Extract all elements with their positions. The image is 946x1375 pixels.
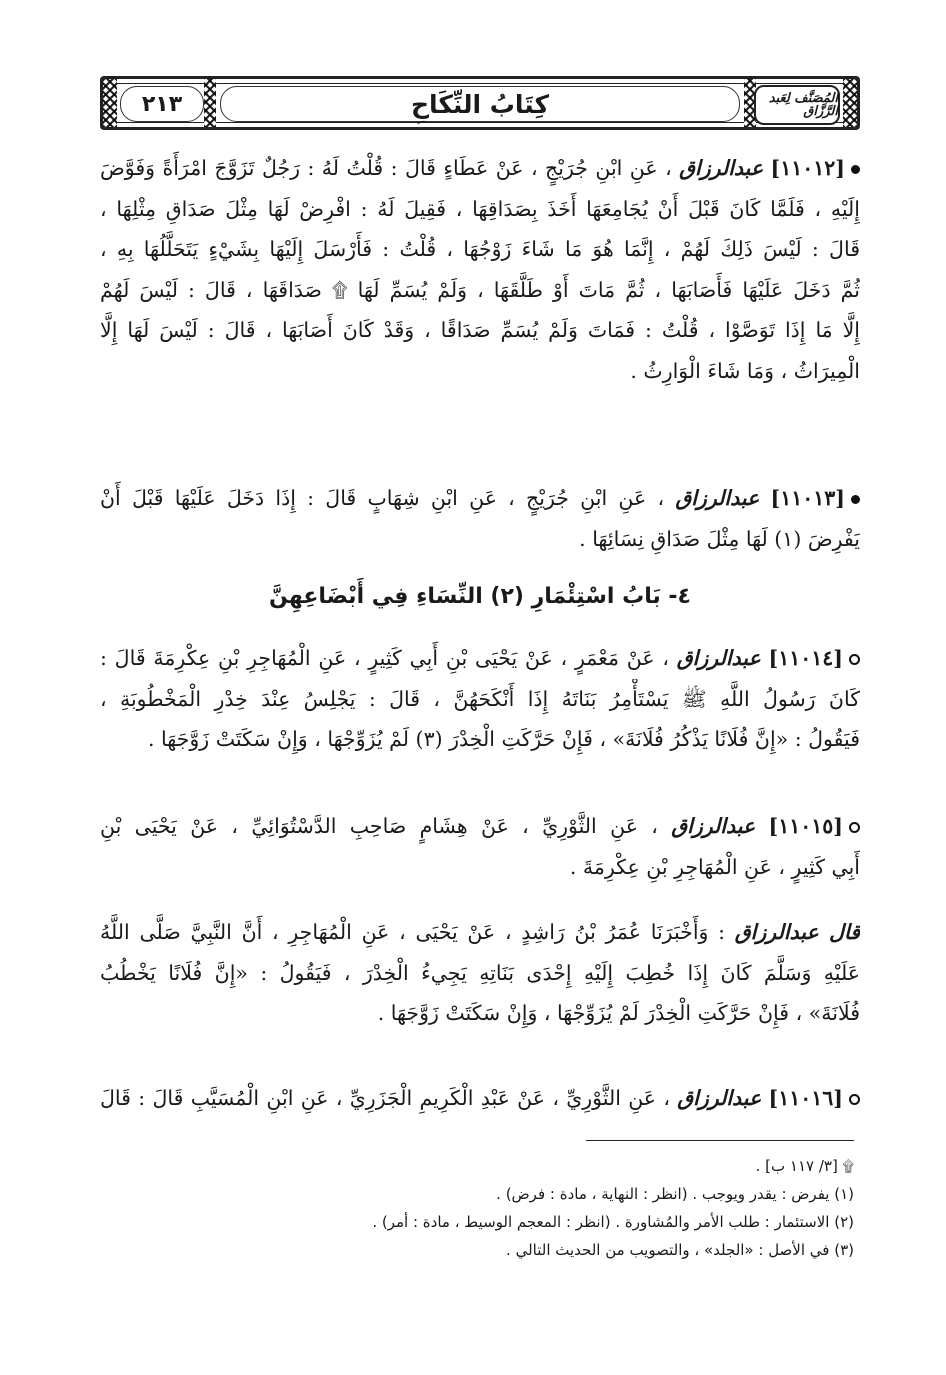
text-line: قَالَ : لَيْسَ ذَلِكَ لَهُمْ ، إِنَّمَا هُوَ مَا شَاءَ زَوْجُهَا ، قُلْتُ : فَأَرْسَلَ إِلَيْهَا بِشَيْءٍ يَتَحَلَّلُهَا بِهِ ، <box>100 237 860 261</box>
ring-icon <box>849 1094 860 1105</box>
bullet-icon <box>851 165 860 174</box>
entry-number: [١١٠١٢] <box>770 156 845 180</box>
text-line: عَلَيْهِ وَسَلَّمَ كَانَ إِذَا خُطِبَ إِلَيْهِ إِحْدَى بَنَاتِهِ يَجِيءُ الْخِدْرَ ، فَيَقُولُ : «إِنَّ فُلَانًا يَخْطُبُ <box>100 960 860 985</box>
footnote: (١) يفرض : يقدر ويوجب . (انظر : النهاية ، مادة : فرض) . <box>496 1185 854 1203</box>
narrator: عبدالرزاق <box>675 486 760 510</box>
logo-text: المُصَنَّف لِعَبد الرَّزَّاق <box>768 91 838 119</box>
text-line: إِلَّا مَا إِذَا تَوَصَّوْا ، قُلْتُ : فَمَاتَ وَلَمْ يُسَمِّ صَدَاقًا ، وَقَدْ كَانَ أَصَابَهَا ، قَالَ : لَيْسَ لَهَا إِلَّا <box>100 318 860 342</box>
book-title: كِتَابُ النِّكَاحِ <box>410 89 550 119</box>
text-line: ، عَنِ ابْنِ جُرَيْجٍ ، عَنِ ابْنِ شِهَابٍ قَالَ : إِذَا دَخَلَ عَلَيْهَا قَبْلَ أَنْ <box>100 486 665 510</box>
hadith-entry <box>100 912 860 1034</box>
entry-number: [١١٠١٤] <box>768 646 843 670</box>
page-number: ٢١٣ <box>141 91 183 117</box>
footnote: (٣) في الأصل : «الجلد» ، والتصويب من الحديث التالي . <box>506 1241 854 1259</box>
bullet-icon <box>851 495 860 504</box>
entry-number: [١١٠١٥] <box>768 814 843 838</box>
title-cartouche <box>220 86 740 122</box>
text-line: الْمِيرَاثُ ، وَمَا شَاءَ الْوَارِثُ . <box>630 358 860 383</box>
text-line: ، عَنِ ابْنِ جُرَيْجٍ ، عَنْ عَطَاءٍ قَالَ : قُلْتُ لَهُ : رَجُلٌ تَزَوَّجَ امْرَأَةً وَفَوَّضَ <box>100 156 672 180</box>
footnotes <box>94 1152 854 1264</box>
text-line: : وَأَخْبَرَنَا عُمَرُ بْنُ رَاشِدٍ ، عَنْ يَحْيَى ، عَنِ الْمُهَاجِرِ ، أَنَّ النَّبِيَّ صَلَّى اللَّهُ <box>100 920 726 944</box>
entry-number: [١١٠١٣] <box>770 486 845 510</box>
ring-icon <box>849 822 860 833</box>
publisher-logo <box>754 85 840 125</box>
text-line: ثُمَّ دَخَلَ عَلَيْهَا فَأَصَابَهَا ، ثُمَّ مَاتَ أَوْ طَلَّقَهَا ، وَلَمْ يُسَمِّ لَهَا ۩ صَدَاقَهَا ، قَالَ : لَيْسَ لَهُمْ <box>100 277 860 302</box>
footnote: ۩ [٣/ ١١٧ ب] . <box>755 1157 854 1175</box>
text-line: فَيَقُولُ : «إِنَّ فُلَانًا يَذْكُرُ فُلَانَةَ» ، فَإِنْ حَرَّكَتِ الْخِدْرَ (٣) لَمْ يُزَوِّجْهَا ، وَإِنْ سَكَتَتْ زَوَّجَهَا . <box>148 727 860 751</box>
narrator: عبدالرزاق <box>677 1086 762 1110</box>
ornament-braid-left <box>103 79 117 127</box>
narrator: عبدالرزاق <box>676 646 761 670</box>
hadith-entry <box>100 1078 860 1119</box>
ring-icon <box>849 654 860 665</box>
text-line: يَفْرِضَ (١) لَهَا مِثْلَ صَدَاقِ نِسَائِهَا . <box>579 526 860 551</box>
text-line: كَانَ رَسُولُ اللَّهِ ﷺ يَسْتَأْمِرُ بَنَاتَهُ إِذَا أَنْكَحَهُنَّ ، قَالَ : يَجْلِسُ عِنْدَ خِدْرِ الْمَخْطُوبَةِ ، <box>100 686 860 711</box>
text-line: ، عَنِ الثَّوْرِيِّ ، عَنْ هِشَامٍ صَاحِبِ الدَّسْتُوَائِيِّ ، عَنْ يَحْيَى بْنِ <box>100 814 658 838</box>
footnote: (٢) الاستئمار : طلب الأمر والمُشاورة . (انظر : المعجم الوسيط ، مادة : أمر) . <box>372 1213 854 1231</box>
text-line: ، عَنْ مَعْمَرٍ ، عَنْ يَحْيَى بْنِ أَبِي كَثِيرٍ ، عَنِ الْمُهَاجِرِ بْنِ عِكْرِمَةَ قَالَ : <box>100 646 669 670</box>
entry-number: [١١٠١٦] <box>768 1086 843 1110</box>
page-number-cartouche <box>120 86 204 122</box>
text-line: فُلَانَةَ» ، فَإِنْ حَرَّكَتِ الْخِدْرَ لَمْ يُزَوِّجْهَا ، وَإِنْ سَكَتَتْ زَوَّجَهَا . <box>377 1001 860 1025</box>
narrator: عبدالرزاق <box>679 156 764 180</box>
chapter-heading: ٤- بَابُ اسْتِئْمَارِ (٢) النِّسَاءِ فِي أَبْضَاعِهِنَّ <box>269 584 691 609</box>
narrator: قال عبدالرزاق <box>734 920 860 944</box>
ornament-braid-mid-left <box>204 79 216 127</box>
hadith-entry <box>100 478 860 559</box>
page-header <box>100 76 860 130</box>
narrator: عبدالرزاق <box>671 814 756 838</box>
text-line: ، عَنِ الثَّوْرِيِّ ، عَنْ عَبْدِ الْكَرِيمِ الْجَزَرِيِّ ، عَنِ ابْنِ الْمُسَيَّبِ قَالَ : قَالَ <box>100 1086 670 1110</box>
hadith-entry <box>100 806 860 887</box>
hadith-entry <box>100 148 860 391</box>
text-line: إِلَيْهِ ، فَلَمَّا كَانَ قَبْلَ أَنْ يُجَامِعَهَا أَخَذَ بِصَدَاقِهَا ، فَقِيلَ لَهُ : افْرِضْ لَهَا مِثْلَ صَدَاقِ مِثْلِهَا ، <box>100 196 860 221</box>
text-line: أَبِي كَثِيرٍ ، عَنِ الْمُهَاجِرِ بْنِ عِكْرِمَةَ . <box>569 854 860 879</box>
ornament-braid-right <box>843 79 857 127</box>
hadith-entry <box>100 638 860 760</box>
footnote-separator <box>586 1140 854 1141</box>
